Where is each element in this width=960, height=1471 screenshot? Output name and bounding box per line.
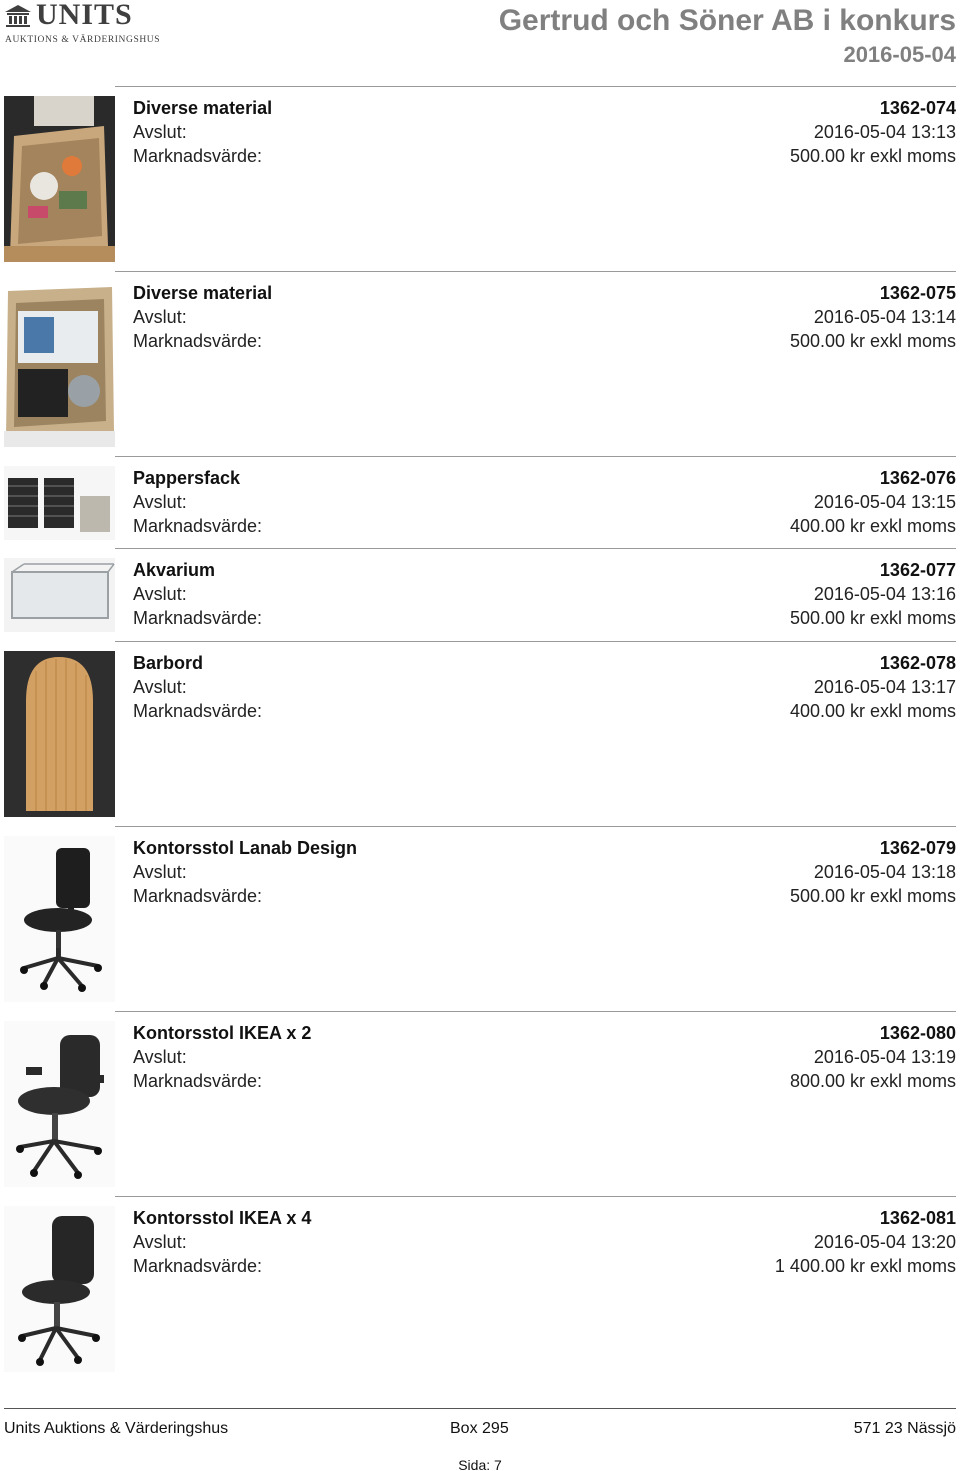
lot-number: 1362-080 xyxy=(879,1023,956,1043)
footer-divider xyxy=(4,1408,956,1409)
item-name: Kontorsstol IKEA x 4 xyxy=(133,1208,312,1228)
value-label: Marknadsvärde: xyxy=(133,1071,263,1091)
value-label: Marknadsvärde: xyxy=(133,608,263,628)
value-label: Marknadsvärde: xyxy=(133,331,263,351)
market-value: 500.00 kr exkl moms xyxy=(789,146,956,166)
value-label: Marknadsvärde: xyxy=(133,146,263,166)
lot-number: 1362-076 xyxy=(879,468,956,488)
box-icon xyxy=(4,96,115,262)
end-label: Avslut: xyxy=(133,1047,187,1067)
footer-company: Units Auktions & Värderingshus xyxy=(4,1420,229,1437)
lot-number: 1362-077 xyxy=(879,560,956,580)
item-name: Pappersfack xyxy=(133,468,241,488)
value-label: Marknadsvärde: xyxy=(133,886,263,906)
item-divider xyxy=(115,1011,956,1012)
market-value: 400.00 kr exkl moms xyxy=(789,516,956,536)
end-time: 2016-05-04 13:17 xyxy=(813,677,956,697)
end-time: 2016-05-04 13:16 xyxy=(813,584,956,604)
lot-number: 1362-075 xyxy=(879,283,956,303)
end-time: 2016-05-04 13:20 xyxy=(813,1232,956,1252)
market-value: 500.00 kr exkl moms xyxy=(789,886,956,906)
aquarium-icon xyxy=(4,558,115,632)
building-icon xyxy=(4,4,32,28)
logo-word: UNITS xyxy=(36,0,133,31)
item-divider xyxy=(115,548,956,549)
market-value: 1 400.00 kr exkl moms xyxy=(774,1256,956,1276)
value-label: Marknadsvärde: xyxy=(133,1256,263,1276)
auction-date: 2016-05-04 xyxy=(843,42,956,67)
item-name: Diverse material xyxy=(133,98,273,118)
item-divider xyxy=(115,271,956,272)
market-value: 800.00 kr exkl moms xyxy=(789,1071,956,1091)
item-divider xyxy=(115,641,956,642)
end-time: 2016-05-04 13:14 xyxy=(813,307,956,327)
footer-address: 571 23 Nässjö xyxy=(853,1420,956,1437)
end-time: 2016-05-04 13:19 xyxy=(813,1047,956,1067)
end-time: 2016-05-04 13:18 xyxy=(813,862,956,882)
item-name: Kontorsstol Lanab Design xyxy=(133,838,358,858)
lot-number: 1362-078 xyxy=(879,653,956,673)
units-logo xyxy=(4,2,164,46)
box-icon xyxy=(4,281,115,447)
end-label: Avslut: xyxy=(133,492,187,512)
footer-box: Box 295 xyxy=(450,1420,509,1437)
end-label: Avslut: xyxy=(133,122,187,142)
item-divider xyxy=(115,826,956,827)
logo-subtitle: AUKTIONS & VÄRDERINGSHUS xyxy=(5,35,161,45)
item-name: Barbord xyxy=(133,653,204,673)
lot-number: 1362-074 xyxy=(879,98,956,118)
item-divider xyxy=(115,1196,956,1197)
page-title: Gertrud och Söner AB i konkurs xyxy=(498,4,956,37)
end-label: Avslut: xyxy=(133,862,187,882)
end-time: 2016-05-04 13:15 xyxy=(813,492,956,512)
end-time: 2016-05-04 13:13 xyxy=(813,122,956,142)
item-divider xyxy=(115,456,956,457)
office-chair-icon xyxy=(4,836,115,1002)
office-chair-icon xyxy=(4,1206,115,1372)
item-name: Akvarium xyxy=(133,560,216,580)
market-value: 400.00 kr exkl moms xyxy=(789,701,956,721)
table-top-icon xyxy=(4,651,115,817)
paper-tray-icon xyxy=(4,466,115,540)
item-name: Diverse material xyxy=(133,283,273,303)
market-value: 500.00 kr exkl moms xyxy=(789,331,956,351)
end-label: Avslut: xyxy=(133,677,187,697)
end-label: Avslut: xyxy=(133,307,187,327)
end-label: Avslut: xyxy=(133,1232,187,1252)
header-divider xyxy=(115,86,956,87)
market-value: 500.00 kr exkl moms xyxy=(789,608,956,628)
lot-number: 1362-081 xyxy=(879,1208,956,1228)
value-label: Marknadsvärde: xyxy=(133,516,263,536)
page-number: Sida: 7 xyxy=(458,1457,502,1471)
end-label: Avslut: xyxy=(133,584,187,604)
item-name: Kontorsstol IKEA x 2 xyxy=(133,1023,312,1043)
value-label: Marknadsvärde: xyxy=(133,701,263,721)
lot-number: 1362-079 xyxy=(879,838,956,858)
office-chair-icon xyxy=(4,1021,115,1187)
